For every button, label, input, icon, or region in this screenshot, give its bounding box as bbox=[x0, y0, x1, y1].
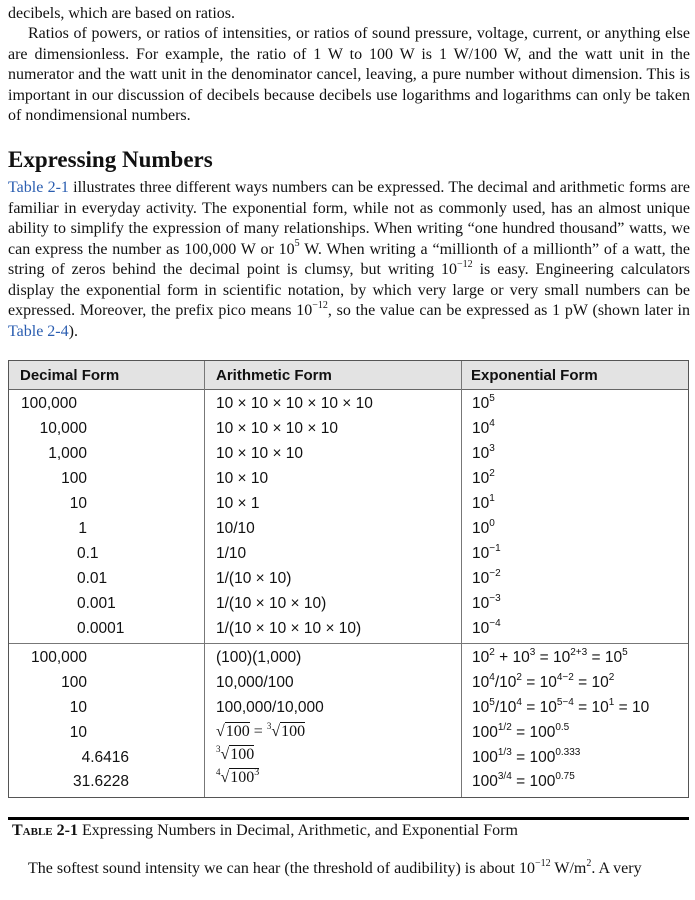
cell-arithmetic: (100)(1,000) bbox=[216, 649, 302, 666]
cell-exponential: $100^{1/2} = 100^{0.5}$ bbox=[472, 721, 570, 741]
cell-arithmetic: 1/(10 × 10 × 10 × 10) bbox=[216, 620, 362, 637]
paragraph-expressing: Table 2-1 illustrates three different ways numbers can be expressed. The decimal and arithmetic forms are familiar in everyday activity. The exponential form, while not as commonly used, has an almost unique ability to simplify the expression of many relationships. When writing “one hundred thousand” watts, we can express the number as 100,000 W or $10^5$ W. When writing a “millionth of a millionth” of a watt, the string of zeros behind the decimal point is clumsy, but writing $10^{-12}$ is easy. Engineering calculators display the exponential form in scientific notation, by which very large or very small numbers can be expressed. Moreover, the prefix pico means $10^{-12}$, so the value can be expressed as 1 pW (shown later in Table 2-4). bbox=[8, 179, 690, 340]
intro-line: decibels, which are based on ratios. bbox=[8, 5, 236, 22]
cell-exponential: $10^{-4}$ bbox=[472, 617, 501, 637]
radical-icon: √ bbox=[216, 723, 225, 740]
cell-decimal: 100 bbox=[61, 470, 87, 487]
cell-exponential: $10^{-1}$ bbox=[472, 542, 501, 562]
cell-exponential: $10^4$ bbox=[472, 417, 495, 437]
cell-decimal: 0.1 bbox=[77, 545, 99, 562]
numbers-table bbox=[8, 360, 689, 798]
cell-exponential: $10^1$ bbox=[472, 492, 495, 512]
table-header bbox=[9, 361, 688, 390]
cell-exponential: $10^5$ bbox=[472, 392, 495, 412]
cell-arithmetic: 10 × 10 × 10 × 10 bbox=[216, 420, 338, 437]
cell-arithmetic: 10 × 10 × 10 × 10 × 10 bbox=[216, 395, 373, 412]
cell-arithmetic: $^4√100^3$ bbox=[216, 766, 260, 786]
cell-decimal: 10,000 bbox=[39, 420, 87, 437]
cell-arithmetic: 10,000/100 bbox=[216, 674, 294, 691]
column-divider bbox=[204, 361, 205, 797]
cell-exponential: $10^{-2}$ bbox=[472, 567, 501, 587]
cell-arithmetic: 10 × 10 × 10 bbox=[216, 445, 304, 462]
table-2-1-link[interactable]: Table 2-1 bbox=[8, 179, 69, 196]
section-heading: Expressing Numbers bbox=[8, 147, 213, 172]
cell-exponential: $10^5/10^4 = 10^{5-4} = 10^1 = 10$ bbox=[472, 696, 650, 716]
cell-decimal: 100,000 bbox=[30, 649, 87, 666]
cell-arithmetic: $^3$√100 bbox=[216, 743, 255, 763]
cell-exponential: $100^{1/3} = 100^{0.333}$ bbox=[472, 746, 581, 766]
cell-arithmetic: 100,000/10,000 bbox=[216, 699, 324, 716]
cell-exponential: $10^2 + 10^3 = 10^{2+3} = 10^5$ bbox=[472, 646, 628, 666]
cell-decimal: 1,000 bbox=[48, 445, 87, 462]
cell-decimal: 1 bbox=[78, 520, 87, 537]
cell-exponential: $100^{3/4} = 100^{0.75}$ bbox=[472, 770, 575, 790]
cell-arithmetic: 10 × 10 bbox=[216, 470, 269, 487]
cell-decimal: 4.6416 bbox=[81, 749, 129, 766]
cell-decimal: 0.0001 bbox=[77, 620, 125, 637]
caption-rule bbox=[8, 817, 689, 820]
cell-arithmetic: 10/10 bbox=[216, 520, 255, 537]
radical-icon: √ bbox=[220, 746, 230, 763]
paragraph-ratios: Ratios of powers, or ratios of intensities, or ratios of sound pressure, voltage, current, or anything else are dimensionless. For example, the ratio of 1 W to 100 W is 1 W/100 W, and the watt unit in the numerator and the watt unit in the denominator cancel, leaving, a pure number without dimension. This is important in our discussion of decibels because decibels use logarithms and logarithms can only be taken of nondimensional numbers. bbox=[8, 25, 690, 124]
cell-exponential: $10^2$ bbox=[472, 467, 495, 487]
cell-arithmetic: 1/10 bbox=[216, 545, 247, 562]
column-divider bbox=[461, 361, 462, 797]
caption-label: Table 2-1 bbox=[12, 822, 78, 839]
cell-decimal: 0.01 bbox=[77, 570, 108, 587]
table-caption: Table 2-1 Expressing Numbers in Decimal, Arithmetic, and Exponential Form bbox=[12, 822, 518, 839]
table-2-4-link[interactable]: Table 2-4 bbox=[8, 322, 69, 340]
header-arithmetic: Arithmetic Form bbox=[216, 367, 332, 384]
cell-exponential: $10^4/10^2 = 10^{4-2} = 10^2$ bbox=[472, 671, 615, 691]
header-decimal: Decimal Form bbox=[20, 367, 120, 384]
cell-arithmetic: 1/(10 × 10 × 10) bbox=[216, 595, 327, 612]
radical-icon: √ bbox=[220, 769, 230, 786]
cell-exponential: $10^{-3}$ bbox=[472, 592, 501, 612]
group-separator bbox=[9, 643, 688, 644]
radical-icon: √ bbox=[271, 723, 281, 740]
cell-exponential: $10^0$ bbox=[472, 517, 495, 537]
paragraph-threshold: The softest sound intensity we can hear (the threshold of audibility) is about $10^{-12}$ $W/m^2$. A very bbox=[28, 857, 642, 877]
cell-decimal: 100 bbox=[61, 674, 87, 691]
cell-decimal: 100,000 bbox=[21, 395, 78, 412]
cell-decimal: 10 bbox=[69, 495, 87, 512]
cell-decimal: 0.001 bbox=[77, 595, 116, 612]
cell-arithmetic: 1/(10 × 10) bbox=[216, 570, 292, 587]
cell-decimal: 10 bbox=[69, 699, 87, 716]
cell-decimal: 31.6228 bbox=[72, 773, 129, 790]
cell-decimal: 10 bbox=[69, 724, 87, 741]
cell-arithmetic: √100 = $^3$√100 bbox=[216, 720, 306, 740]
header-exponential: Exponential Form bbox=[471, 367, 598, 384]
cell-exponential: $10^3$ bbox=[472, 442, 495, 462]
cell-arithmetic: 10 × 1 bbox=[216, 495, 260, 512]
